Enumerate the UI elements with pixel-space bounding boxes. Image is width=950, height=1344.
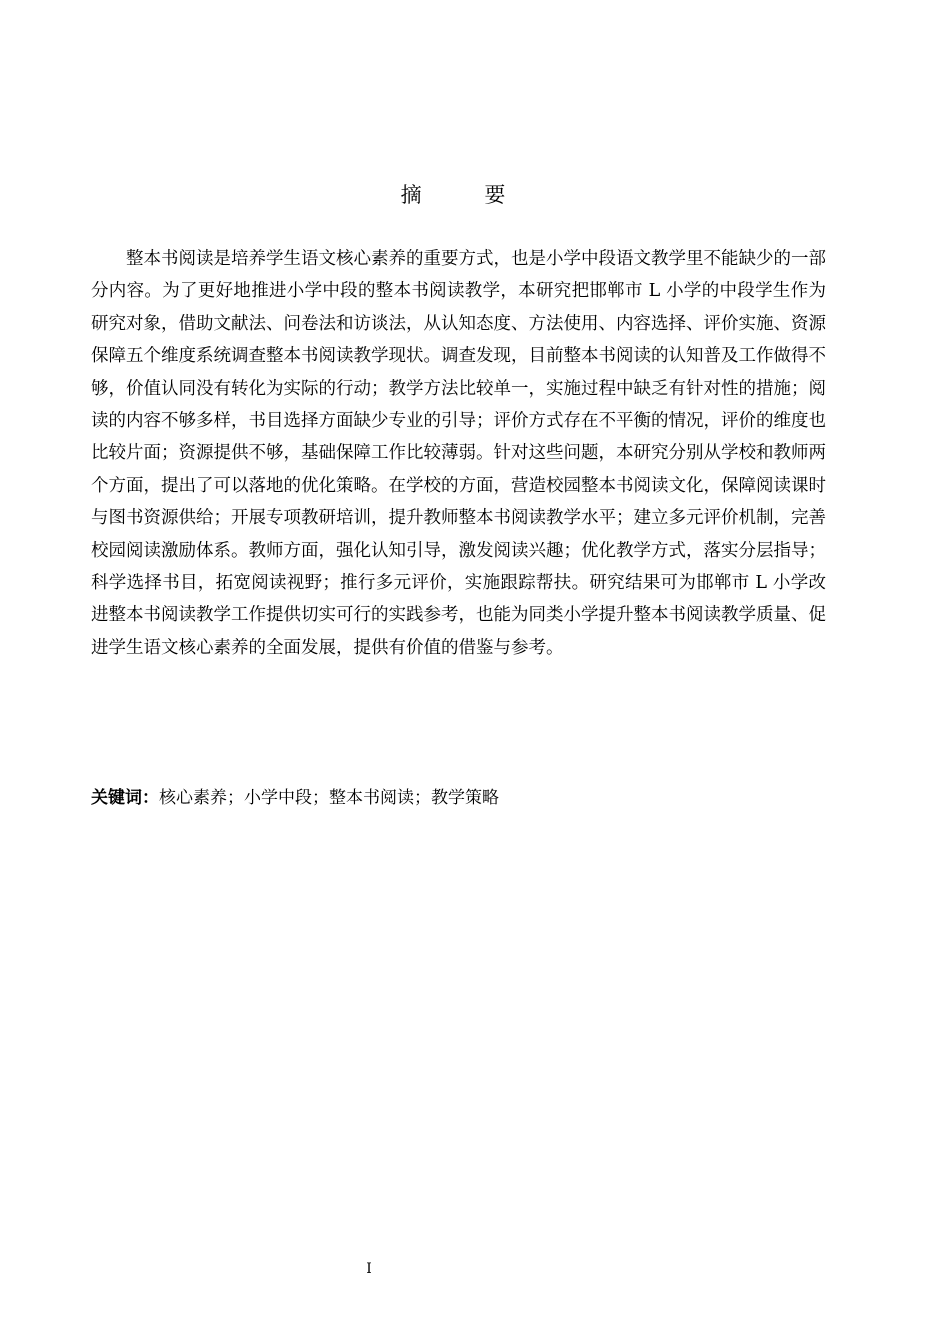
keywords-label: 关键词： bbox=[91, 788, 159, 808]
page-number: I bbox=[366, 1261, 372, 1277]
keywords-line bbox=[91, 784, 826, 812]
abstract-title: 摘 要 bbox=[400, 183, 534, 207]
keywords-text: 核心素养；小学中段；整本书阅读；教学策略 bbox=[159, 788, 499, 808]
abstract-body: 整本书阅读是培养学生语文核心素养的重要方式，也是小学中段语文教学里不能缺少的一部分内容。为了更好地推进小学中段的整本书阅读教学，本研究把邯郸市 L 小学的中段学生作为研究对象，借助文献法、问卷法和访谈法，从认知态度、方法使用、内容选择、评价实施、资源保障五个维度系统调查整本书阅读教学现状。调查发现，目前整本书阅读的认知普及工作做得不够，价值认同没有转化为实际的行动；教学方法比较单一，实施过程中缺乏有针对性的措施；阅读的内容不够多样，书目选择方面缺少专业的引导；评价方式存在不平衡的情况，评价的维度也比较片面；资源提供不够，基础保障工作比较薄弱。针对这些问题，本研究分别从学校和教师两个方面，提出了可以落地的优化策略。在学校的方面，营造校园整本书阅读文化，保障阅读课时与图书资源供给；开展专项教研培训，提升教师整本书阅读教学水平；建立多元评价机制，完善校园阅读激励体系。教师方面，强化认知引导，激发阅读兴趣；优化教学方式，落实分层指导；科学选择书目，拓宽阅读视野；推行多元评价，实施跟踪帮扶。研究结果可为邯郸市 L 小学改进整本书阅读教学工作提供切实可行的实践参考，也能为同类小学提升整本书阅读教学质量、促进学生语文核心素养的全面发展，提供有价值的借鉴与参考。 bbox=[91, 249, 826, 658]
